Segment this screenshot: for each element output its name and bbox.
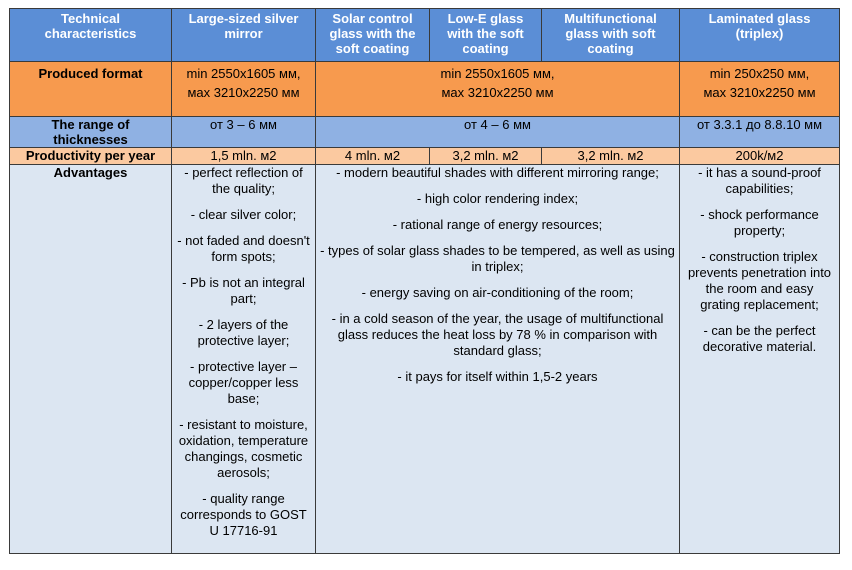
thickness-triplex: от 3.3.1 до 8.8.10 мм	[680, 117, 840, 148]
thickness-row	[10, 117, 840, 148]
advantage-item: - rational range of energy resources;	[392, 217, 603, 232]
advantage-item: - can be the perfect decorative material.	[702, 323, 817, 354]
advantage-item: - it pays for itself within 1,5-2 years	[397, 369, 598, 384]
format-mirror-max: мах 3210x2250 мм	[187, 85, 300, 100]
thickness-mirror: от 3 – 6 мм	[172, 117, 316, 148]
format-mirror	[172, 62, 316, 117]
productivity-mirror: 1,5 mln. м2	[172, 148, 316, 165]
advantages-triplex	[680, 165, 840, 554]
header-technical: Technical characteristics	[10, 9, 172, 62]
advantage-item: - high color rendering index;	[416, 191, 579, 206]
header-multifunctional: Multifunctional glass with soft coating	[542, 9, 680, 62]
advantage-item: - protective layer – copper/copper less base;	[188, 359, 299, 406]
format-coated	[316, 62, 680, 117]
format-triplex-min: min 250x250 мм,	[709, 66, 810, 81]
advantages-mirror	[172, 165, 316, 554]
advantage-item: - not faded and doesn't form spots;	[177, 233, 310, 264]
advantage-item: - shock performance property;	[700, 207, 819, 238]
header-lowe: Low-E glass with the soft coating	[430, 9, 542, 62]
header-laminated: Laminated glass (triplex)	[680, 9, 840, 62]
format-coated-max: мах 3210x2250 мм	[441, 85, 554, 100]
advantage-item: - perfect reflection of the quality;	[184, 165, 303, 196]
advantage-item: - construction triplex prevents penetration into the room and easy grating replacement;	[687, 249, 832, 312]
thickness-coated: от 4 – 6 мм	[316, 117, 680, 148]
productivity-row	[10, 148, 840, 165]
advantage-item: - types of solar glass shades to be tempered, as well as using in triplex;	[320, 243, 675, 274]
productivity-label: Productivity per year	[10, 148, 172, 165]
advantage-item: - energy saving on air-conditioning of the room;	[361, 285, 634, 300]
format-mirror-min: min 2550x1605 мм,	[186, 66, 301, 81]
glass-specs-table	[9, 8, 840, 554]
advantage-item: - it has a sound-proof capabilities;	[698, 165, 821, 196]
productivity-multi: 3,2 mln. м2	[542, 148, 680, 165]
header-solar: Solar control glass with the soft coating	[316, 9, 430, 62]
advantage-item: - 2 layers of the protective layer;	[197, 317, 290, 348]
format-row	[10, 62, 840, 117]
format-coated-min: min 2550x1605 мм,	[440, 66, 555, 81]
thickness-label: The range of thicknesses	[10, 117, 172, 148]
header-mirror: Large-sized silver mirror	[172, 9, 316, 62]
advantage-item: - resistant to moisture, oxidation, temperature changings, cosmetic aerosols;	[178, 417, 309, 480]
productivity-solar: 4 mln. м2	[316, 148, 430, 165]
advantages-coated	[316, 165, 680, 554]
advantages-label: Advantages	[10, 165, 172, 554]
advantage-item: - quality range corresponds to GOST U 17716-91	[180, 491, 307, 538]
format-triplex	[680, 62, 840, 117]
header-row	[10, 9, 840, 62]
format-triplex-max: мах 3210x2250 мм	[703, 85, 816, 100]
advantage-item: - Pb is not an integral part;	[182, 275, 305, 306]
advantage-item: - modern beautiful shades with different mirroring range;	[336, 165, 659, 180]
advantage-item: - clear silver color;	[190, 207, 297, 222]
format-label: Produced format	[10, 62, 172, 117]
productivity-lowe: 3,2 mln. м2	[430, 148, 542, 165]
advantages-row	[10, 165, 840, 554]
productivity-triplex: 200k/м2	[680, 148, 840, 165]
advantage-item: - in a cold season of the year, the usage of multifunctional glass reduces the heat loss by 78 % in comparison with standard glass;	[331, 311, 664, 358]
